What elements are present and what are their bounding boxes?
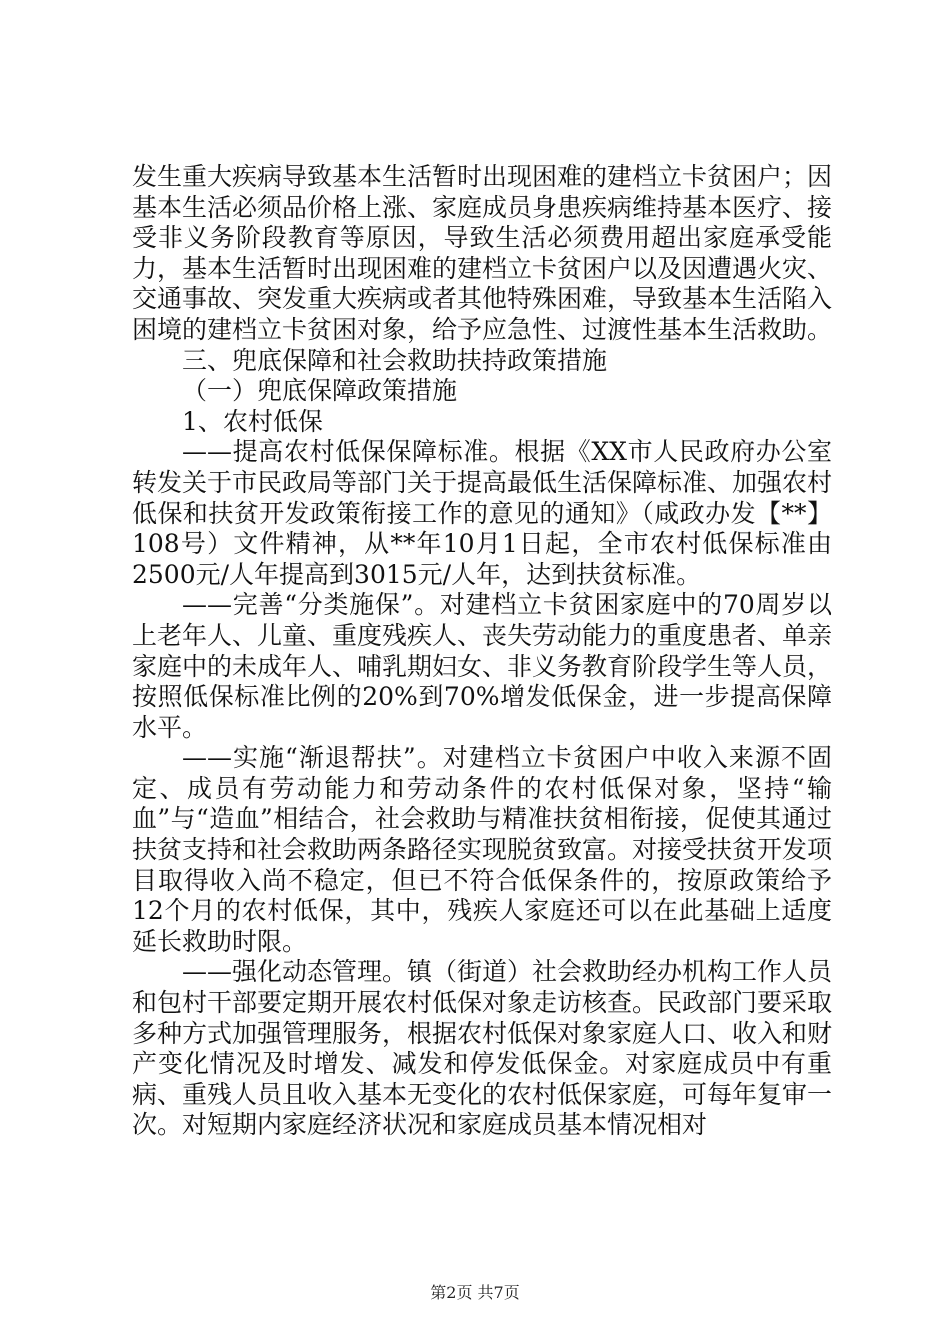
- subsection-heading: （一）兜底保障政策措施: [182, 376, 458, 406]
- document-body: [132, 162, 832, 1141]
- paragraph-classified: ——完善“分类施保”。对建档立卡贫困家庭中的70周岁以上老年人、儿童、重度残疾人、丧失劳动能力的重度患者、单亲家庭中的未成年人、哺乳期妇女、非义务教育阶段学生等人员，按照低保标准比例的20%到70%增发低保金，进一步提高保障水平。: [132, 590, 833, 742]
- paragraph-continuation: 发生重大疾病导致基本生活暂时出现困难的建档立卡贫困户；因基本生活必须品价格上涨、家庭成员身患疾病维持基本医疗、接受非义务阶段教育等原因，导致生活必须费用超出家庭承受能力，基本生活暂时出现困难的建档立卡贫困户以及因遭遇火灾、交通事故、突发重大疾病或者其他特殊困难，导致基本生活陷入困境的建档立卡贫困对象，给予应急性、过渡性基本生活救助。: [132, 162, 833, 344]
- paragraph-dynamic: ——强化动态管理。镇（街道）社会救助经办机构工作人员和包村干部要定期开展农村低保对象走访核查。民政部门要采取多种方式加强管理服务，根据农村低保对象家庭人口、收入和财产变化情况及时增发、减发和停发低保金。对家庭成员中有重病、重残人员且收入基本无变化的农村低保家庭，可每年复审一次。对短期内家庭经济状况和家庭成员基本情况相对: [132, 957, 833, 1140]
- paragraph-standard: ——提高农村低保保障标准。根据《XX市人民政府办公室转发关于市民政局等部门关于提高最低生活保障标准、加强农村低保和扶贫开发政策衔接工作的意见的通知》（咸政办发【**】108号）文件精神，从**年10月1日起，全市农村低保标准由2500元/人年提高到3015元/人年，达到扶贫标准。: [132, 437, 833, 589]
- section-heading: 三、兜底保障和社会救助扶持政策措施: [182, 345, 608, 375]
- paragraph-gradual: ——实施“渐退帮扶”。对建档立卡贫困户中收入来源不固定、成员有劳动能力和劳动条件的农村低保对象，坚持“输血”与“造血”相结合，社会救助与精准扶贫相衔接，促使其通过扶贫支持和社会救助两条路径实现脱贫致富。对接受扶贫开发项目取得收入尚不稳定，但已不符合低保条件的，按原政策给予12个月的农村低保，其中，残疾人家庭还可以在此基础上适度延长救助时限。: [132, 743, 833, 956]
- item-heading: 1、农村低保: [182, 406, 323, 436]
- page-footer: 第2页 共7页: [430, 1283, 520, 1302]
